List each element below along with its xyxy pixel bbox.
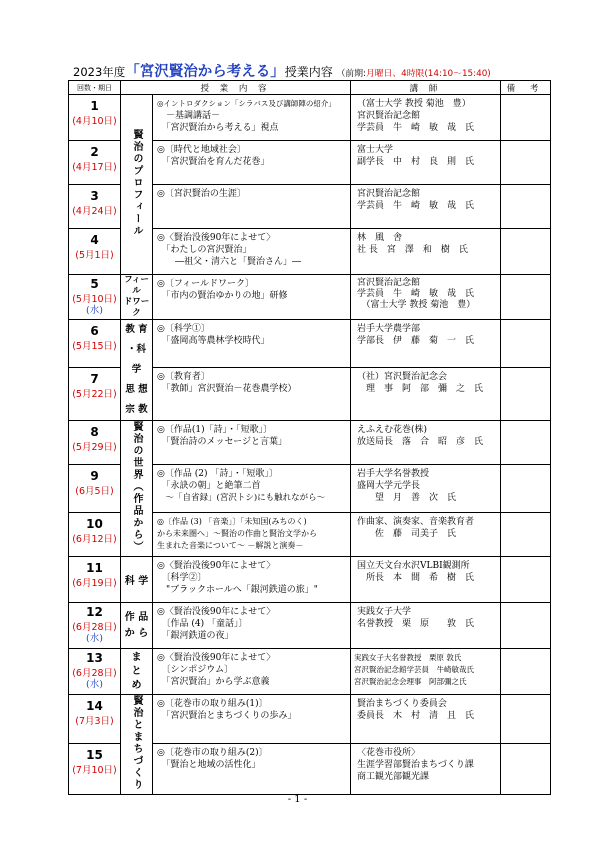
term-prefix: （前期: <box>336 69 366 79</box>
content-cell <box>153 743 351 794</box>
group-summary <box>121 649 153 695</box>
session-date: (6月5日) <box>75 486 114 497</box>
group-works <box>121 421 153 557</box>
lecturer-line: 学芸員 牛 崎 敏 哉 氏 <box>357 289 475 299</box>
notes-cell <box>501 320 551 368</box>
table-row <box>69 95 551 141</box>
content-line: 「市内の賢治ゆかりの地」研修 <box>157 291 288 301</box>
content-line: 「宮沢賢治とまちづくりの歩み」 <box>157 711 297 721</box>
group-label: 賢治とまちづくり <box>131 695 142 791</box>
notes-cell <box>501 229 551 275</box>
session-number: 11 <box>86 561 103 575</box>
notes-cell <box>501 557 551 603</box>
session-cell <box>69 557 121 603</box>
group-label: フィール <box>124 275 149 296</box>
lecturer-line: 宮沢賢治記念館学芸員 牛崎敏哉氏 <box>354 665 475 674</box>
session-number: 12 <box>86 605 103 619</box>
content-line: ◎〈賢治没後90年によせて〉 <box>157 607 276 617</box>
content-cell <box>153 229 351 275</box>
lecturer-cell <box>351 368 501 421</box>
session-number: 3 <box>90 189 99 203</box>
group-education <box>121 320 153 421</box>
session-date: (7月3日) <box>75 716 114 727</box>
content-line: 〔シンポジウム〕 <box>157 665 234 675</box>
content-line: ◎〔作品 (3) 「音楽」〕「未知国(みちのく) <box>157 517 307 526</box>
session-cell <box>69 465 121 513</box>
table-header-row <box>69 81 551 95</box>
lecturer-line: 学芸員 牛 崎 敏 哉 氏 <box>357 201 475 211</box>
content-line: 〔科学②〕 <box>157 573 207 583</box>
session-date: (4月10日) <box>72 116 117 127</box>
content-line: ～「自省録」(宮沢トシ)にも触れながら～ <box>157 493 326 503</box>
session-cell <box>69 320 121 368</box>
session-cell <box>69 743 121 794</box>
notes-cell <box>501 513 551 557</box>
group-label: 賢治の世界（作品から） <box>131 421 142 553</box>
table-row <box>69 695 551 744</box>
session-number: 2 <box>90 145 99 159</box>
table-row <box>69 557 551 603</box>
session-number: 1 <box>90 99 99 113</box>
lecturer-line: 国立天文台水沢VLBI観測所 <box>357 561 470 571</box>
title-tail: 授業内容 <box>284 65 333 79</box>
lecturer-line: （富士大学 教授 菊池 豊） <box>357 300 476 310</box>
content-line: 「宮沢賢治から考える」視点 <box>157 123 279 133</box>
lecturer-line: 盛岡大学元学長 <box>357 481 421 491</box>
lecturer-line: 宮沢賢治記念館 <box>357 278 421 288</box>
title-year: 2023年度 <box>73 65 126 79</box>
group-label: 思 想 <box>125 384 148 395</box>
content-line: ◎〔宮沢賢治の生涯〕 <box>157 189 246 199</box>
lecturer-line: 作曲家、演奏家、音楽教育者 <box>357 517 475 527</box>
session-weekday: (水) <box>86 305 103 316</box>
header-notes: 備 考 <box>501 81 551 95</box>
header-num: 回数・期日 <box>69 81 121 95</box>
content-cell <box>153 603 351 649</box>
schedule-table <box>68 80 551 795</box>
table-row <box>69 320 551 368</box>
content-cell <box>153 695 351 744</box>
lecturer-cell <box>351 465 501 513</box>
session-date: (6月28日) <box>72 622 117 633</box>
content-line: 「永訣の朝」と絶筆二首 <box>157 481 261 491</box>
lecturer-line: 富士大学 <box>357 145 394 155</box>
session-cell <box>69 141 121 185</box>
session-cell <box>69 513 121 557</box>
notes-cell <box>501 368 551 421</box>
content-line: ◎〔花巻市の取り組み(1)〕 <box>157 699 268 709</box>
content-cell <box>153 421 351 465</box>
content-line: 「盛岡高等農林学校時代」 <box>157 336 270 346</box>
content-line: 生まれた音楽について～ －解説と演奏－ <box>157 541 304 550</box>
session-number: 5 <box>90 277 99 291</box>
lecturer-line: 賢治まちづくり委員会 <box>357 699 447 709</box>
session-date: (5月1日) <box>75 250 114 261</box>
content-line: ◎〔花巻市の取り組み(2)〕 <box>157 747 268 758</box>
lecturer-line: （富士大学 教授 菊池 豊） <box>357 99 471 109</box>
session-date: (5月10日) <box>72 294 117 305</box>
group-label: め <box>131 679 142 691</box>
session-cell <box>69 603 121 649</box>
content-line: ◎〈賢治没後90年によせて〉 <box>157 233 276 243</box>
lecturer-line: 林 風 舎 <box>357 233 403 243</box>
content-line: ◎〔教育者〕 <box>157 372 210 383</box>
lecturer-line: 理 事 阿 部 彌 之 氏 <box>357 384 484 395</box>
content-line: 「賢治詩のメッセージと言葉」 <box>157 437 287 447</box>
content-cell <box>153 275 351 320</box>
header-content: 授 業 内 容 <box>121 81 351 95</box>
session-cell <box>69 185 121 229</box>
lecturer-line: 〈花巻市役所〉 <box>357 747 421 758</box>
content-line: ◎〔フィールドワーク〕 <box>157 279 254 289</box>
page-title <box>73 60 491 81</box>
session-date: (5月22日) <box>72 389 117 401</box>
notes-cell <box>501 185 551 229</box>
lecturer-line: 宮沢賢治記念館 <box>357 189 421 199</box>
lecturer-line: 宮沢賢治記念館 <box>357 111 421 121</box>
lecturer-line: 宮沢賢治記念会理事 阿部彌之氏 <box>354 677 467 686</box>
lecturer-line: 委員長 木 村 清 且 氏 <box>357 711 475 721</box>
group-label: ・科 学 <box>126 344 146 375</box>
lecturer-cell <box>351 603 501 649</box>
session-date: (6月19日) <box>72 578 117 589</box>
lecturer-cell <box>351 695 501 744</box>
group-label: 教 育 <box>125 324 148 335</box>
content-line: 「教師」宮沢賢治－花巻農学校） <box>157 384 297 395</box>
header-lecturer: 講 師 <box>351 81 501 95</box>
lecturer-line: 実践女子大学 <box>357 607 412 617</box>
page-number: - 1 - <box>287 794 308 805</box>
term-day: 月曜日、4時限 <box>365 69 425 79</box>
session-cell <box>69 421 121 465</box>
notes-cell <box>501 141 551 185</box>
lecturer-cell <box>351 185 501 229</box>
content-line: ◎〔科学①〕 <box>157 324 210 334</box>
group-label: と <box>131 665 142 677</box>
lecturer-line: 佐 藤 司美子 氏 <box>357 529 457 539</box>
session-number: 10 <box>86 517 103 531</box>
notes-cell <box>501 743 551 794</box>
lecturer-line: 名誉教授 栗 原 敦 氏 <box>357 619 475 629</box>
session-cell <box>69 275 121 320</box>
lecturer-cell <box>351 141 501 185</box>
notes-cell <box>501 275 551 320</box>
group-label: 宗 教 <box>125 404 148 415</box>
content-cell <box>153 649 351 695</box>
content-line: ◎〈賢治没後90年によせて〉 <box>157 561 276 571</box>
session-number: 7 <box>90 372 99 387</box>
content-cell <box>153 557 351 603</box>
content-line: 「宮沢賢治を育んだ花巻」 <box>157 157 270 167</box>
content-cell <box>153 141 351 185</box>
lecturer-cell <box>351 95 501 141</box>
session-cell <box>69 229 121 275</box>
lecturer-line: 学部長 伊 藤 菊 一 氏 <box>357 336 475 346</box>
lecturer-line: 放送局長 落 合 昭 彦 氏 <box>357 437 484 447</box>
session-number: 6 <box>90 324 99 338</box>
lecturer-cell <box>351 229 501 275</box>
lecturer-line: 実践女子大名誉教授 栗原 敦氏 <box>354 653 462 662</box>
content-line: 「銀河鉄道の夜」 <box>157 631 234 641</box>
notes-cell <box>501 603 551 649</box>
session-date: (6月12日) <box>72 534 117 545</box>
content-line: 〔作品 (4) 「童話」〕 <box>157 619 248 629</box>
session-number: 14 <box>86 699 103 713</box>
session-number: 15 <box>86 747 103 762</box>
session-date: (7月10日) <box>72 764 117 776</box>
content-cell <box>153 185 351 229</box>
group-label: ドワーク <box>123 297 150 318</box>
content-line: 「賢治と地域の活性化」 <box>157 759 261 770</box>
table-row <box>69 275 551 320</box>
content-cell <box>153 95 351 141</box>
content-line: ◎〔時代と地域社会〕 <box>157 145 246 155</box>
lecturer-line: 社 長 宮 澤 和 樹 氏 <box>357 245 468 255</box>
session-cell <box>69 649 121 695</box>
content-cell <box>153 513 351 557</box>
lecturer-line: 所長 本 間 希 樹 氏 <box>357 573 475 583</box>
content-cell <box>153 465 351 513</box>
group-label: か ら <box>124 627 149 639</box>
lecturer-line: 岩手大学農学部 <box>357 324 421 334</box>
lecturer-line: 岩手大学名誉教授 <box>357 469 430 479</box>
group-from-works <box>121 603 153 649</box>
content-line: "ブラックホールへ「銀河鉄道の旅」" <box>157 585 318 595</box>
table-row <box>69 649 551 695</box>
lecturer-line: 商工観光部観光課 <box>357 771 430 782</box>
session-date: (5月15日) <box>72 341 117 352</box>
content-line: ◎〔作品 (2) 「詩」・「短歌」〕 <box>157 469 278 479</box>
lecturer-cell <box>351 421 501 465</box>
lecturer-cell <box>351 320 501 368</box>
session-weekday: (水) <box>86 633 103 644</box>
lecturer-line: 学芸員 牛 崎 敏 哉 氏 <box>357 123 475 133</box>
notes-cell <box>501 465 551 513</box>
content-line: 「わたしの宮沢賢治」 <box>157 245 252 255</box>
session-date: (4月17日) <box>72 162 117 173</box>
group-profile <box>121 95 153 275</box>
content-line: 「宮沢賢治」から学ぶ意義 <box>157 677 270 687</box>
content-cell <box>153 320 351 368</box>
lecturer-line: 望 月 善 次 氏 <box>357 493 457 503</box>
lecturer-line: （社）宮沢賢治記念会 <box>357 372 448 383</box>
content-line: から未来圏へ」～賢治の作曲と賢治文学から <box>157 529 317 538</box>
session-date: (4月24日) <box>72 206 117 217</box>
notes-cell <box>501 695 551 744</box>
session-number: 8 <box>90 425 99 439</box>
title-main: 「宮沢賢治から考える」 <box>125 64 285 80</box>
group-town <box>121 695 153 795</box>
session-date: (5月29日) <box>72 442 117 453</box>
session-cell <box>69 95 121 141</box>
session-number: 9 <box>90 469 99 483</box>
content-line: －基調講話－ <box>157 111 221 121</box>
group-label: ま <box>131 651 142 663</box>
lecturer-line: えふえむ花巻(株) <box>357 425 428 435</box>
content-line: ◎イントロダクション「シラバス及び講師陣の紹介」 <box>157 99 336 108</box>
group-label: 賢治のプロフィール <box>131 129 142 237</box>
notes-cell <box>501 95 551 141</box>
lecturer-line: 副学長 中 村 良 則 氏 <box>357 157 475 167</box>
session-weekday: (水) <box>86 679 103 690</box>
table-row <box>69 603 551 649</box>
group-label: 科 学 <box>124 576 149 587</box>
notes-cell <box>501 649 551 695</box>
lecturer-cell <box>351 513 501 557</box>
content-line: ―祖父・清六と「賢治さん」― <box>157 257 302 267</box>
lecturer-cell <box>351 743 501 794</box>
lecturer-cell <box>351 649 501 695</box>
lecturer-line: 生涯学習部賢治まちづくり課 <box>357 759 474 770</box>
lecturer-cell <box>351 275 501 320</box>
term-time: (14:10～15:40) <box>424 69 491 79</box>
group-label: 作 品 <box>124 611 149 623</box>
session-cell <box>69 368 121 421</box>
content-line: ◎〈賢治没後90年によせて〉 <box>157 653 276 663</box>
group-fieldwork <box>121 275 153 320</box>
notes-cell <box>501 421 551 465</box>
group-science <box>121 557 153 603</box>
session-cell <box>69 695 121 744</box>
session-date: (6月28日) <box>72 668 117 679</box>
table-row <box>69 421 551 465</box>
session-number: 13 <box>86 651 103 665</box>
lecturer-cell <box>351 557 501 603</box>
session-number: 4 <box>90 233 99 247</box>
content-line: ◎〔作品(1)「詩」・「短歌」〕 <box>157 425 273 435</box>
content-cell <box>153 368 351 421</box>
